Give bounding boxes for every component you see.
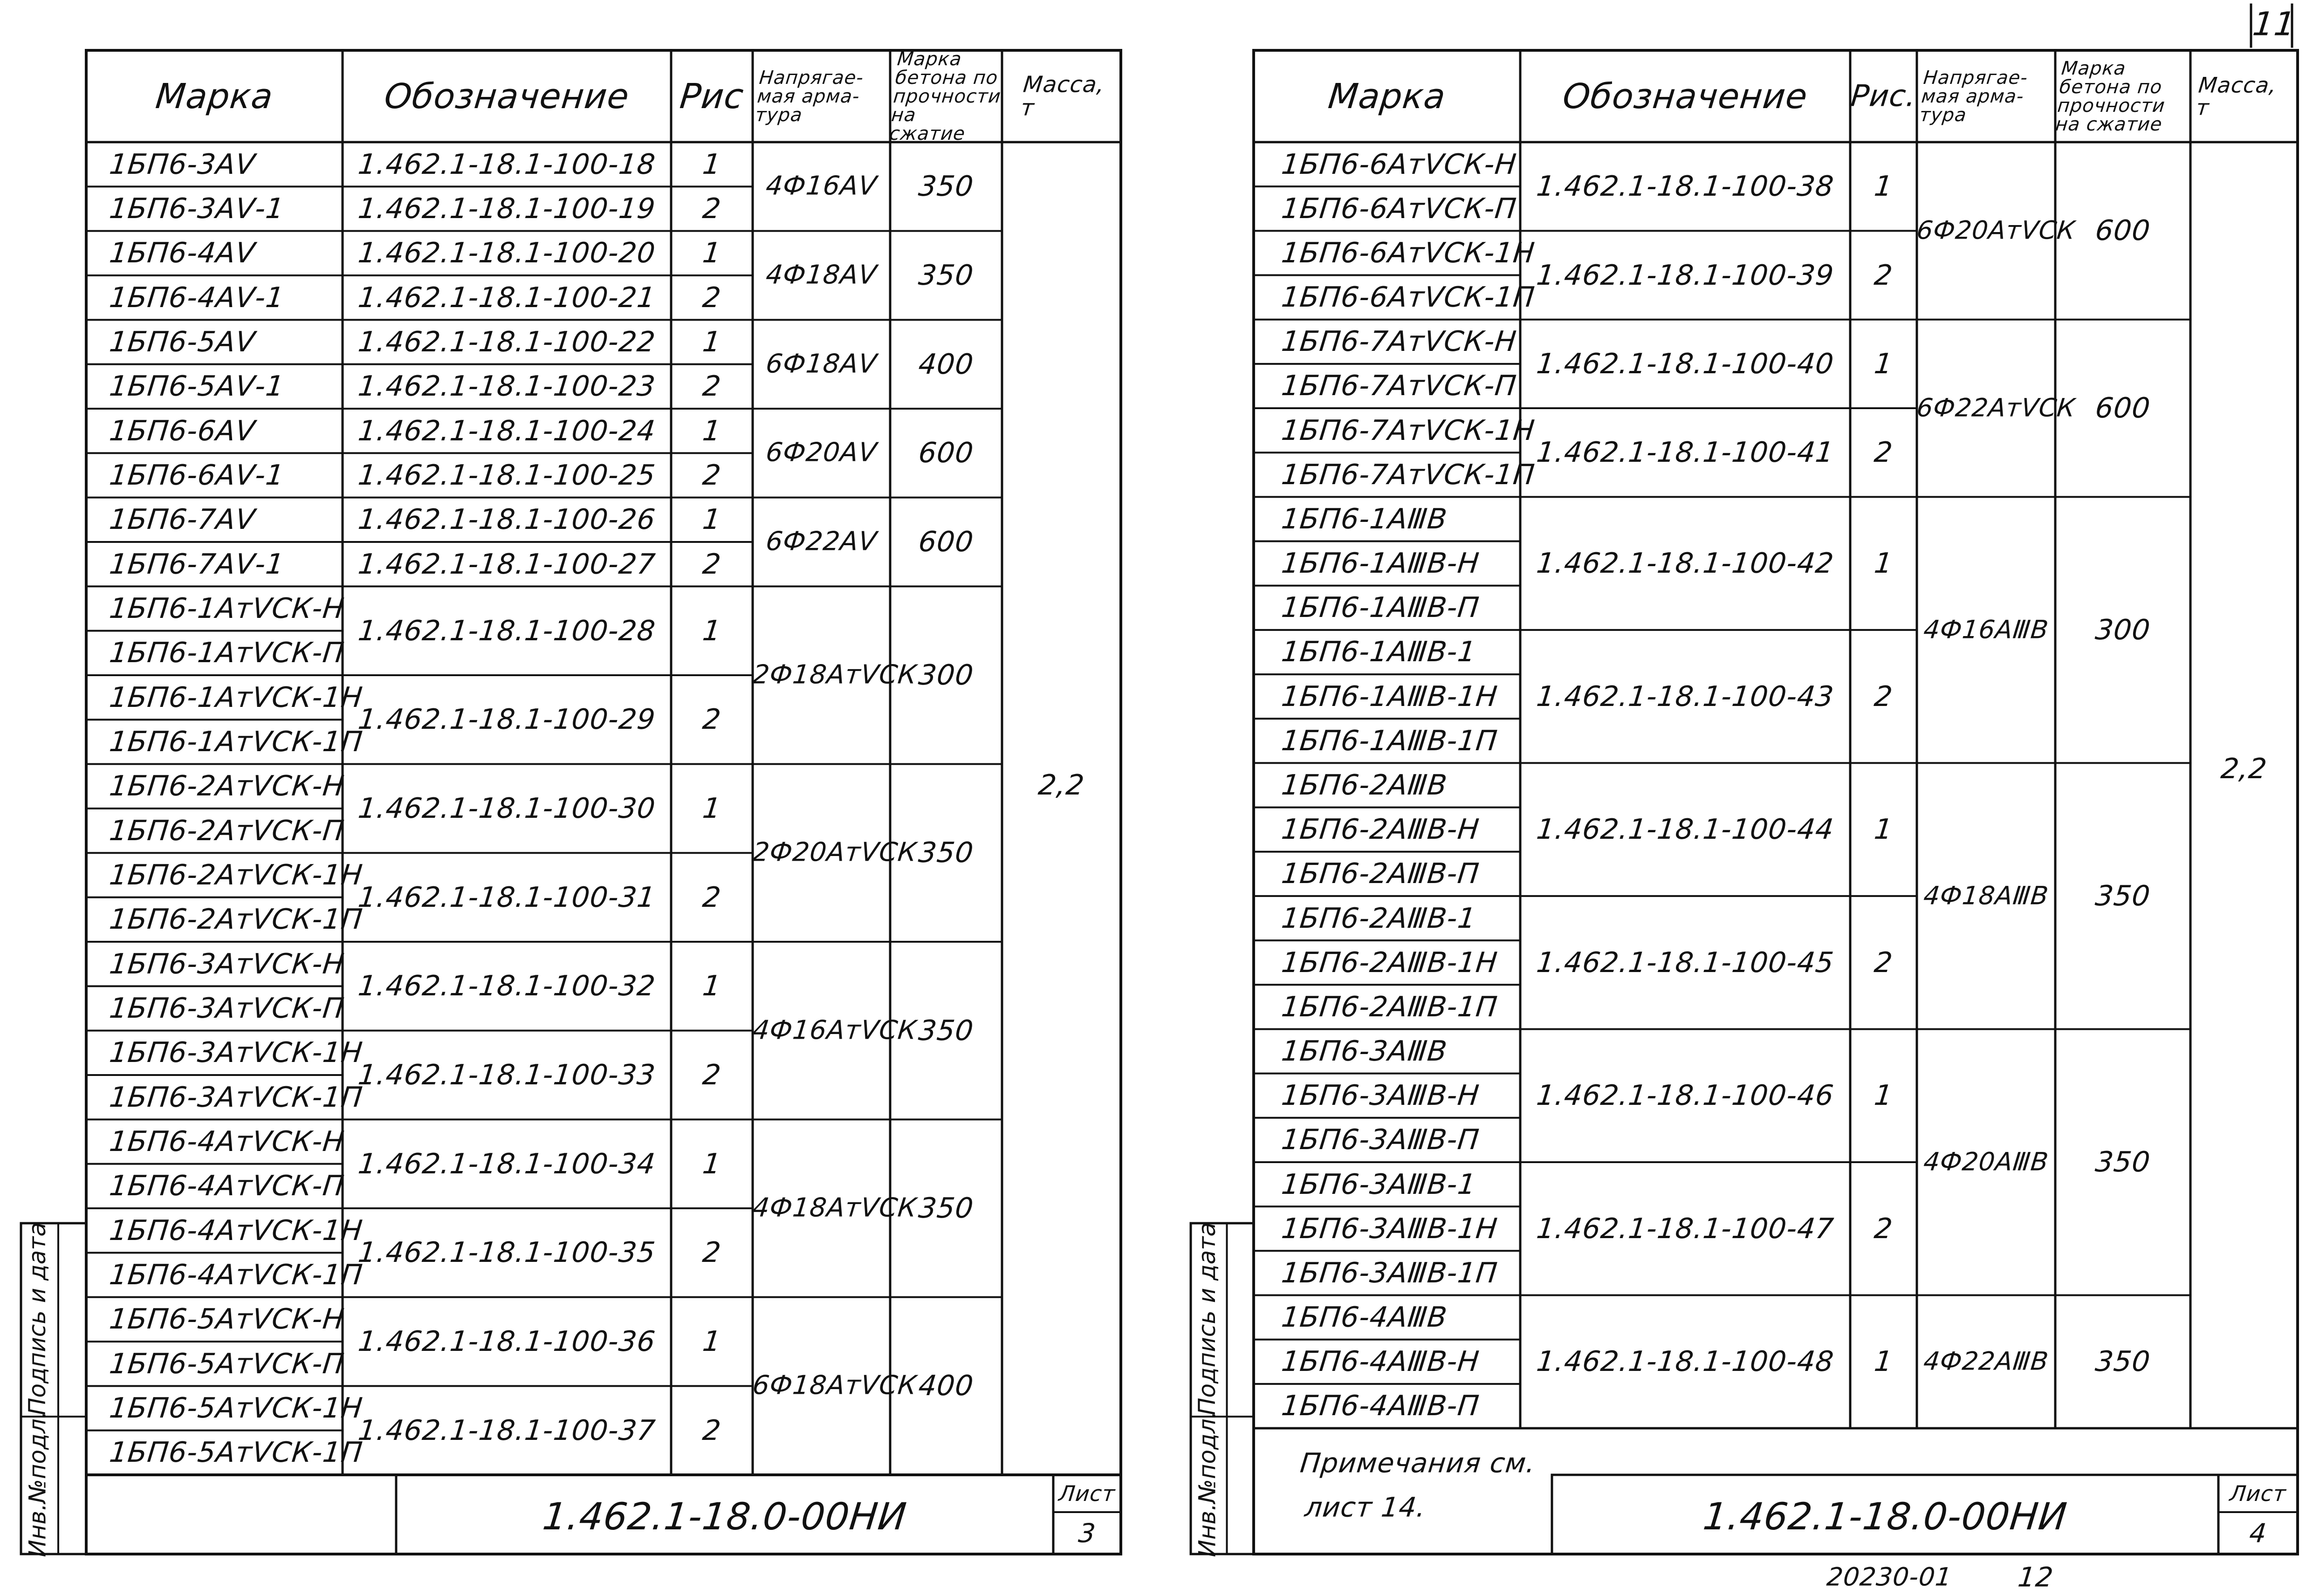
mark-cell: 1БП6-1АтⅤСК-Н xyxy=(108,592,346,625)
concrete-cell: 350 xyxy=(917,170,975,203)
concrete-cell: 350 xyxy=(2093,1145,2152,1178)
figure-cell: 1 xyxy=(701,414,723,447)
figure-cell: 1 xyxy=(701,1325,723,1358)
stamp-inv-label: Инв.№подл. xyxy=(24,1411,51,1557)
mark-cell: 1БП6-1АⅢВ-1П xyxy=(1280,724,1499,757)
stamp-sign-label: Подпись и дата xyxy=(24,1222,51,1416)
concrete-cell: 400 xyxy=(917,348,975,381)
designation-cell: 1.462.1-18.1-100-47 xyxy=(1535,1212,1836,1245)
designation-cell: 1.462.1-18.1-100-39 xyxy=(1535,259,1836,292)
header-mass: Масса, т xyxy=(1019,71,1106,121)
corner-sheet-number: 11 xyxy=(2251,5,2298,43)
mark-cell: 1БП6-1АтⅤСК-1Н xyxy=(108,681,364,714)
concrete-cell: 600 xyxy=(917,526,975,558)
rebar-cell: 4Ф16АтⅤСК xyxy=(751,1015,919,1046)
mark-cell: 1БП6-4АтⅤСК-Н xyxy=(108,1125,346,1158)
mark-cell: 1БП6-6АⅤ xyxy=(108,414,257,447)
mark-cell: 1БП6-3АⅢВ xyxy=(1280,1035,1449,1068)
mark-cell: 1БП6-3АⅤ xyxy=(108,148,257,181)
header-figure: Рис. xyxy=(1849,78,1918,113)
figure-cell: 1 xyxy=(1873,170,1894,203)
concrete-cell: 300 xyxy=(917,659,975,692)
concrete-cell: 400 xyxy=(917,1370,975,1403)
concrete-cell: 600 xyxy=(2093,392,2152,425)
mark-cell: 1БП6-1АⅢВ-1Н xyxy=(1280,680,1499,713)
figure-cell: 2 xyxy=(701,1059,723,1091)
sheet-number: 4 xyxy=(2248,1518,2268,1549)
designation-cell: 1.462.1-18.1-100-31 xyxy=(357,881,657,914)
mark-cell: 1БП6-1АⅢВ-П xyxy=(1280,591,1481,624)
rebar-cell: 2Ф20АтⅤСК xyxy=(751,837,919,868)
figure-cell: 1 xyxy=(701,326,723,358)
mark-cell: 1БП6-3АⅢВ-1Н xyxy=(1280,1212,1499,1245)
mark-cell: 1БП6-1АⅢВ-1 xyxy=(1280,636,1478,669)
rebar-cell: 4Ф20АⅢВ xyxy=(1922,1147,2050,1177)
mark-cell: 1БП6-5АтⅤСК-1П xyxy=(108,1436,364,1469)
doc-code: 1.462.1-18.0-00НИ xyxy=(541,1495,909,1538)
rebar-cell: 6Ф18АⅤ xyxy=(764,349,878,379)
mark-cell: 1БП6-3АⅢВ-1П xyxy=(1280,1256,1499,1289)
mark-cell: 1БП6-2АⅢВ-П xyxy=(1280,857,1481,890)
mark-cell: 1БП6-2АтⅤСК-1П xyxy=(108,903,364,936)
mark-cell: 1БП6-5АⅤ xyxy=(108,326,257,358)
mark-cell: 1БП6-1АⅢВ-Н xyxy=(1280,547,1481,580)
sheet-label: Лист xyxy=(1057,1480,1117,1506)
designation-cell: 1.462.1-18.1-100-34 xyxy=(357,1147,657,1180)
concrete-cell: 350 xyxy=(917,1014,975,1047)
mass-cell: 2,2 xyxy=(2219,753,2269,785)
designation-cell: 1.462.1-18.1-100-36 xyxy=(357,1325,657,1358)
designation-cell: 1.462.1-18.1-100-27 xyxy=(357,548,657,581)
figure-cell: 1 xyxy=(1873,813,1894,846)
rebar-cell: 6Ф22АⅤ xyxy=(764,526,878,557)
figure-cell: 2 xyxy=(701,192,723,225)
figure-cell: 1 xyxy=(1873,1079,1894,1112)
concrete-cell: 600 xyxy=(2093,214,2152,247)
rebar-cell: 4Ф16АⅤ xyxy=(764,171,878,201)
mark-cell: 1БП6-7АⅤ xyxy=(108,503,257,536)
header-designation: Обозначение xyxy=(382,76,631,116)
header-designation: Обозначение xyxy=(1561,76,1810,116)
figure-cell: 2 xyxy=(701,370,723,403)
figure-cell: 1 xyxy=(1873,347,1894,380)
header-mark: Марка xyxy=(153,76,275,116)
rebar-cell: 4Ф16АⅢВ xyxy=(1922,615,2050,644)
designation-cell: 1.462.1-18.1-100-41 xyxy=(1535,436,1836,469)
header-figure: Рис xyxy=(678,76,746,116)
mark-cell: 1БП6-4АⅤ-1 xyxy=(108,281,286,314)
designation-cell: 1.462.1-18.1-100-32 xyxy=(357,970,657,1003)
designation-cell: 1.462.1-18.1-100-45 xyxy=(1535,946,1836,979)
designation-cell: 1.462.1-18.1-100-19 xyxy=(357,192,657,225)
mark-cell: 1БП6-6АтⅤСК-1Н xyxy=(1280,236,1537,269)
mark-cell: 1БП6-4АтⅤСК-1П xyxy=(108,1259,364,1291)
figure-cell: 1 xyxy=(701,148,723,181)
mass-cell: 2,2 xyxy=(1036,769,1086,801)
mark-cell: 1БП6-4АтⅤСК-П xyxy=(108,1170,346,1203)
header-concrete: Марка бетона по прочности на сжатие xyxy=(888,48,1002,144)
mark-cell: 1БП6-4АⅢВ xyxy=(1280,1301,1449,1334)
rebar-cell: 6Ф22АтⅤСК xyxy=(1915,393,2077,423)
doc-code: 1.462.1-18.0-00НИ xyxy=(1701,1495,2069,1538)
designation-cell: 1.462.1-18.1-100-25 xyxy=(357,459,657,492)
designation-cell: 1.462.1-18.1-100-48 xyxy=(1535,1345,1836,1378)
mark-cell: 1БП6-2АтⅤСК-Н xyxy=(108,770,346,803)
footer-page: 12 xyxy=(2016,1561,2055,1593)
figure-cell: 2 xyxy=(1873,680,1894,713)
concrete-cell: 300 xyxy=(2093,613,2152,646)
designation-cell: 1.462.1-18.1-100-44 xyxy=(1535,813,1836,846)
sheet-number: 3 xyxy=(1077,1518,1098,1549)
figure-cell: 1 xyxy=(701,237,723,270)
stamp-sign-label: Подпись и дата xyxy=(1194,1222,1221,1416)
designation-cell: 1.462.1-18.1-100-18 xyxy=(357,148,657,181)
mark-cell: 1БП6-2АⅢВ-Н xyxy=(1280,813,1481,846)
figure-cell: 2 xyxy=(1873,259,1894,292)
mark-cell: 1БП6-6АтⅤСК-1П xyxy=(1280,281,1537,314)
designation-cell: 1.462.1-18.1-100-20 xyxy=(357,237,657,270)
mark-cell: 1БП6-3АтⅤСК-П xyxy=(108,992,346,1025)
mark-cell: 1БП6-1АтⅤСК-1П xyxy=(108,726,364,758)
designation-cell: 1.462.1-18.1-100-46 xyxy=(1535,1079,1836,1112)
concrete-cell: 350 xyxy=(2093,1345,2152,1378)
designation-cell: 1.462.1-18.1-100-28 xyxy=(357,614,657,647)
figure-cell: 2 xyxy=(1873,436,1894,469)
figure-cell: 2 xyxy=(701,548,723,581)
figure-cell: 2 xyxy=(1873,1212,1894,1245)
mark-cell: 1БП6-1АⅢВ xyxy=(1280,502,1449,535)
mark-cell: 1БП6-2АⅢВ-1П xyxy=(1280,990,1499,1023)
rebar-cell: 6Ф18АтⅤСК xyxy=(751,1370,919,1401)
designation-cell: 1.462.1-18.1-100-33 xyxy=(357,1059,657,1091)
mark-cell: 1БП6-2АтⅤСК-1Н xyxy=(108,859,364,891)
designation-cell: 1.462.1-18.1-100-23 xyxy=(357,370,657,403)
concrete-cell: 350 xyxy=(917,1192,975,1225)
mark-cell: 1БП6-2АⅢВ-1Н xyxy=(1280,946,1499,979)
mark-cell: 1БП6-5АтⅤСК-Н xyxy=(108,1303,346,1336)
designation-cell: 1.462.1-18.1-100-29 xyxy=(357,703,657,736)
mark-cell: 1БП6-3АⅢВ-П xyxy=(1280,1123,1481,1157)
mark-cell: 1БП6-7АтⅤСК-П xyxy=(1280,370,1518,403)
mark-cell: 1БП6-4АⅤ xyxy=(108,237,257,270)
designation-cell: 1.462.1-18.1-100-35 xyxy=(357,1236,657,1269)
header-rebar: Напрягае-мая арма-тура xyxy=(754,67,865,126)
header-mark: Марка xyxy=(1326,76,1448,116)
sheet-label: Лист xyxy=(2228,1480,2288,1506)
figure-cell: 1 xyxy=(1873,547,1894,580)
figure-cell: 1 xyxy=(701,503,723,536)
header-concrete: Марка бетона по прочности на сжатие xyxy=(2054,57,2166,135)
concrete-cell: 350 xyxy=(917,836,975,870)
rebar-cell: 6Ф20АтⅤСК xyxy=(1915,215,2077,245)
rebar-cell: 6Ф20АⅤ xyxy=(764,437,878,468)
mark-cell: 1БП6-3АⅢВ-1 xyxy=(1280,1168,1478,1201)
concrete-cell: 350 xyxy=(2093,879,2152,912)
mark-cell: 1БП6-4АтⅤСК-1Н xyxy=(108,1214,364,1247)
mark-cell: 1БП6-6АтⅤСК-П xyxy=(1280,192,1518,225)
mark-cell: 1БП6-3АⅤ-1 xyxy=(108,192,286,225)
mark-cell: 1БП6-5АтⅤСК-1Н xyxy=(108,1392,364,1425)
mark-cell: 1БП6-5АⅤ-1 xyxy=(108,370,286,403)
mark-cell: 1БП6-3АⅢВ-Н xyxy=(1280,1079,1481,1112)
rebar-cell: 2Ф18АтⅤСК xyxy=(751,659,919,690)
figure-cell: 1 xyxy=(701,614,723,647)
designation-cell: 1.462.1-18.1-100-21 xyxy=(357,281,657,314)
header-mass: Масса, т xyxy=(2195,72,2278,120)
mark-cell: 1БП6-2АтⅤСК-П xyxy=(108,814,346,847)
mark-cell: 1БП6-3АтⅤСК-Н xyxy=(108,947,346,980)
designation-cell: 1.462.1-18.1-100-38 xyxy=(1535,170,1836,203)
mark-cell: 1БП6-6АⅤ-1 xyxy=(108,459,286,492)
concrete-cell: 600 xyxy=(917,437,975,470)
mark-cell: 1БП6-5АтⅤСК-П xyxy=(108,1347,346,1380)
figure-cell: 2 xyxy=(1873,946,1894,979)
mark-cell: 1БП6-7АⅤ-1 xyxy=(108,548,286,581)
mark-cell: 1БП6-6АтⅤСК-Н xyxy=(1280,148,1518,181)
mark-cell: 1БП6-2АⅢВ xyxy=(1280,769,1449,801)
designation-cell: 1.462.1-18.1-100-42 xyxy=(1535,547,1836,580)
figure-cell: 1 xyxy=(1873,1345,1894,1378)
mark-cell: 1БП6-1АтⅤСК-П xyxy=(108,637,346,670)
mark-cell: 1БП6-7АтⅤСК-Н xyxy=(1280,325,1518,358)
rebar-cell: 4Ф18АтⅤСК xyxy=(751,1192,919,1223)
mark-cell: 1БП6-2АⅢВ-1 xyxy=(1280,902,1478,935)
figure-cell: 1 xyxy=(701,792,723,825)
figure-cell: 1 xyxy=(701,1147,723,1180)
designation-cell: 1.462.1-18.1-100-26 xyxy=(357,503,657,536)
figure-cell: 2 xyxy=(701,1414,723,1447)
mark-cell: 1БП6-4АⅢВ-П xyxy=(1280,1390,1481,1423)
designation-cell: 1.462.1-18.1-100-24 xyxy=(357,414,657,447)
figure-cell: 2 xyxy=(701,459,723,492)
designation-cell: 1.462.1-18.1-100-30 xyxy=(357,792,657,825)
mark-cell: 1БП6-4АⅢВ-Н xyxy=(1280,1345,1481,1378)
designation-cell: 1.462.1-18.1-100-37 xyxy=(357,1414,657,1447)
concrete-cell: 350 xyxy=(917,259,975,292)
mark-cell: 1БП6-7АтⅤСК-1П xyxy=(1280,458,1537,491)
designation-cell: 1.462.1-18.1-100-43 xyxy=(1535,680,1836,713)
rebar-cell: 4Ф18АⅤ xyxy=(764,260,878,290)
notes-text: Примечания см. xyxy=(1298,1447,1537,1479)
notes-text: лист 14. xyxy=(1303,1491,1428,1523)
mark-cell: 1БП6-3АтⅤСК-1Н xyxy=(108,1036,364,1069)
header-rebar: Напрягае-мая арма-тура xyxy=(1918,67,2029,126)
figure-cell: 2 xyxy=(701,703,723,736)
designation-cell: 1.462.1-18.1-100-40 xyxy=(1535,347,1836,380)
designation-cell: 1.462.1-18.1-100-22 xyxy=(357,326,657,358)
stamp-inv-label: Инв.№подл. xyxy=(1194,1411,1221,1557)
mark-cell: 1БП6-7АтⅤСК-1Н xyxy=(1280,414,1537,447)
footer-code: 20230-01 xyxy=(1825,1562,1954,1592)
figure-cell: 1 xyxy=(701,970,723,1003)
figure-cell: 2 xyxy=(701,1236,723,1269)
rebar-cell: 4Ф18АⅢВ xyxy=(1922,881,2050,911)
mark-cell: 1БП6-3АтⅤСК-1П xyxy=(108,1081,364,1114)
figure-cell: 2 xyxy=(701,881,723,914)
rebar-cell: 4Ф22АⅢВ xyxy=(1922,1346,2050,1376)
figure-cell: 2 xyxy=(701,281,723,314)
